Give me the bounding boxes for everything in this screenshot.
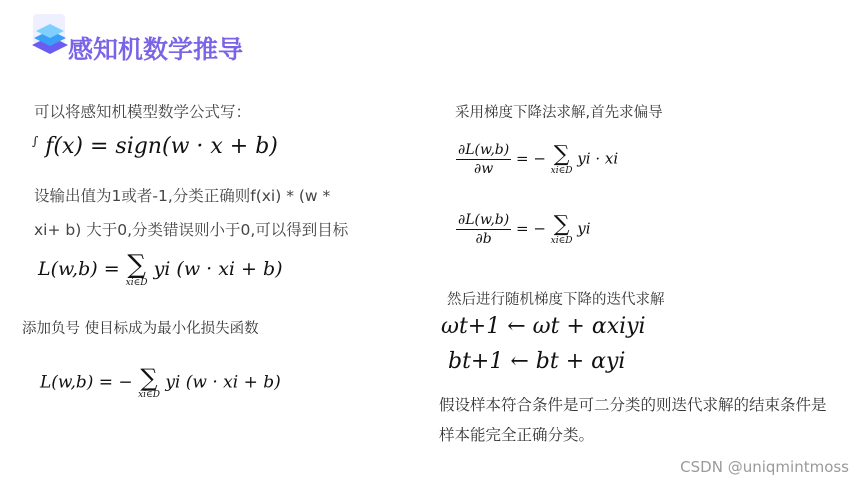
perceptron-formula: ∫ f(x) = sign(w · x + b) — [32, 134, 278, 159]
update-b-formula: bt+1 ← bt + αyi — [448, 349, 626, 374]
page-title: 感知机数学推导 — [68, 35, 244, 64]
intro-text: 可以将感知机模型数学公式写： — [34, 103, 252, 121]
condition-text-1: 设输出值为1或者-1,分类正确则f(xi) * (w * — [34, 187, 331, 205]
negation-text: 添加负号 使目标成为最小化损失函数 — [22, 321, 259, 337]
loss-function-formula: L(w,b) = ∑ xi∈D yi (w · xi + b) — [38, 250, 283, 288]
termination-text-1: 假设样本符合条件是可二分类的则迭代求解的结束条件是 — [439, 396, 827, 414]
layers-logo-icon — [30, 14, 70, 60]
gradient-b-formula: $\frac{\partial L(w,b)}{\partial b}$ = − ∑ xi∈D yi — [458, 211, 591, 247]
gradient-intro-text: 采用梯度下降法求解,首先求偏导 — [455, 105, 663, 121]
minimize-loss-formula: L(w,b) = − ∑ xi∈D yi (w · xi + b) — [40, 364, 281, 400]
update-w-formula: ωt+1 ← ωt + αxiyi — [441, 314, 646, 339]
csdn-watermark: CSDN @uniqmintmoss — [680, 458, 849, 476]
gradient-w-formula: $\frac{\partial L(w,b)}{\partial w}$ = − ∑ xi∈D yi · xi — [458, 141, 619, 177]
sgd-intro-text: 然后进行随机梯度下降的迭代求解 — [447, 292, 665, 308]
condition-text-2: xi+ b) 大于0,分类错误则小于0,可以得到目标 — [34, 221, 349, 239]
termination-text-2: 样本能完全正确分类。 — [439, 426, 595, 444]
